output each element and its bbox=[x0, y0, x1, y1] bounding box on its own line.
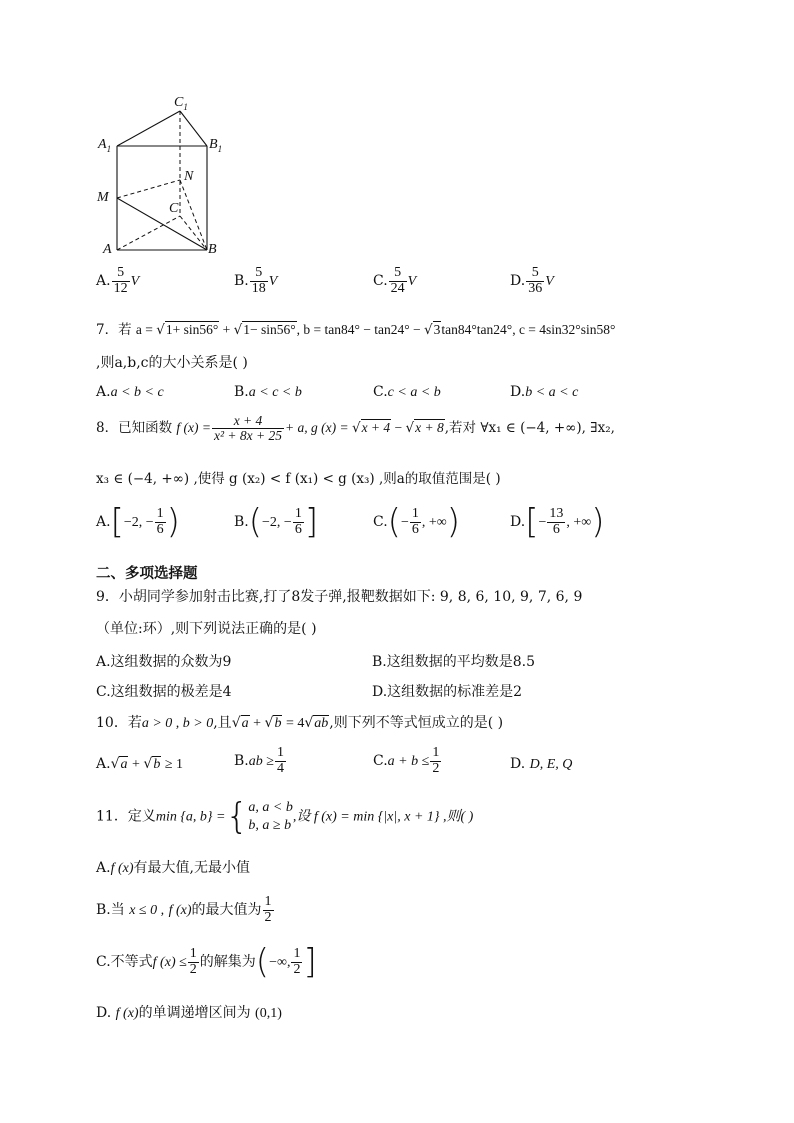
q9-option-d[interactable]: D.这组数据的标准差是2 bbox=[372, 684, 523, 700]
q11-option-d[interactable]: D. f (x)的单调递增区间为 (0,1) bbox=[96, 1005, 282, 1021]
q8-option-d[interactable]: D.[− $\frac{13}{6}$ , +∞) bbox=[510, 502, 605, 542]
q8-option-a[interactable]: A.[−2, − $\frac{1}{6}$ ) bbox=[96, 502, 180, 542]
q7-option-c[interactable]: C.c < a < b bbox=[373, 384, 441, 400]
q10-stem: 10．若a > 0 , b > 0,且√a + √b = 4√ab,则下列不等式恒成立的是( ) bbox=[96, 715, 504, 731]
label-a: A bbox=[103, 242, 112, 257]
label-m: M bbox=[97, 190, 109, 205]
label-c1: $C_1$ bbox=[174, 95, 188, 112]
q11-option-b[interactable]: B.当 x ≤ 0 , f (x)的最大值为 $\frac{1}{2}$ bbox=[96, 894, 272, 925]
q7-stem-line2: ,则a,b,c的大小关系是( ) bbox=[96, 355, 248, 371]
q8-option-c[interactable]: C.(− $\frac{1}{6}$ , +∞) bbox=[373, 502, 460, 542]
q8-option-b[interactable]: B.(−2, − $\frac{1}{6}$ ] bbox=[234, 502, 319, 542]
q9-stem: 9．小胡同学参加射击比赛,打了8发子弹,报靶数据如下: 9, 8, 6, 10, 9, 7, 6, 9 bbox=[96, 589, 583, 605]
q6-option-d[interactable]: D. $\frac{5}{36}$ V bbox=[510, 265, 554, 296]
q7-stem: 7．若 a = √1+ sin56° + √1− sin56°, b = tan84° − tan24° − √3tan84°tan24°, c = 4sin32°sin58° bbox=[96, 322, 616, 338]
q9-stem-line2: （单位:环）,则下列说法正确的是( ) bbox=[96, 621, 317, 637]
q8-stem: 8．已知函数 f (x) = $\frac{x + 4}{\text{x² + 8x + 25}}$ + a, g (x) = √x + 4 − √x + 8,若对 ∀x₁ ∈ (−4, +∞), ∃x₂, bbox=[96, 413, 615, 444]
q7-option-a[interactable]: A.a < b < c bbox=[96, 384, 164, 400]
q9-option-a[interactable]: A.这组数据的众数为9 bbox=[96, 654, 232, 670]
q6-option-c[interactable]: C. $\frac{5}{24}$ V bbox=[373, 265, 417, 296]
label-c: C bbox=[169, 201, 179, 216]
section-title-multiple-choice: 二、多项选择题 bbox=[96, 566, 198, 582]
q7-option-b[interactable]: B.a < c < b bbox=[234, 384, 302, 400]
q10-option-d[interactable]: D. D, E, Q bbox=[510, 756, 573, 772]
q10-option-b[interactable]: B.ab ≥ $\frac{1}{4}$ bbox=[234, 745, 284, 776]
label-a1: $A_1$ bbox=[98, 137, 112, 154]
label-b1: $B_1$ bbox=[209, 137, 223, 154]
q8-stem-line2: x₃ ∈ (−4, +∞) ,使得 g (x₂) < f (x₁) < g (x₃) ,则a的取值范围是( ) bbox=[96, 471, 501, 487]
q11-option-a[interactable]: A.f (x)有最大值,无最小值 bbox=[96, 860, 250, 876]
q6-option-a[interactable]: A. $\frac{5}{12}$ V bbox=[96, 265, 140, 296]
q10-option-c[interactable]: C.a + b ≤ $\frac{1}{2}$ bbox=[373, 745, 440, 776]
q11-option-c[interactable]: C.不等式f (x) ≤ $\frac{1}{2}$ 的解集为(−∞, $\frac{1}{2}$ ] bbox=[96, 942, 317, 982]
q11-stem: 11．定义min {a, b} ={ a, a < b b, a ≥ b ,设 f (x) = min {|x|, x + 1} ,则( ) bbox=[96, 796, 474, 837]
label-b: B bbox=[208, 242, 217, 257]
label-n: N bbox=[184, 169, 194, 184]
q9-option-c[interactable]: C.这组数据的极差是4 bbox=[96, 684, 232, 700]
prism-figure bbox=[92, 92, 232, 262]
q9-option-b[interactable]: B.这组数据的平均数是8.5 bbox=[372, 654, 536, 670]
q7-option-d[interactable]: D.b < a < c bbox=[510, 384, 579, 400]
q6-option-b[interactable]: B. $\frac{5}{18}$ V bbox=[234, 265, 278, 296]
q10-option-a[interactable]: A.√a + √b ≥ 1 bbox=[96, 756, 183, 772]
